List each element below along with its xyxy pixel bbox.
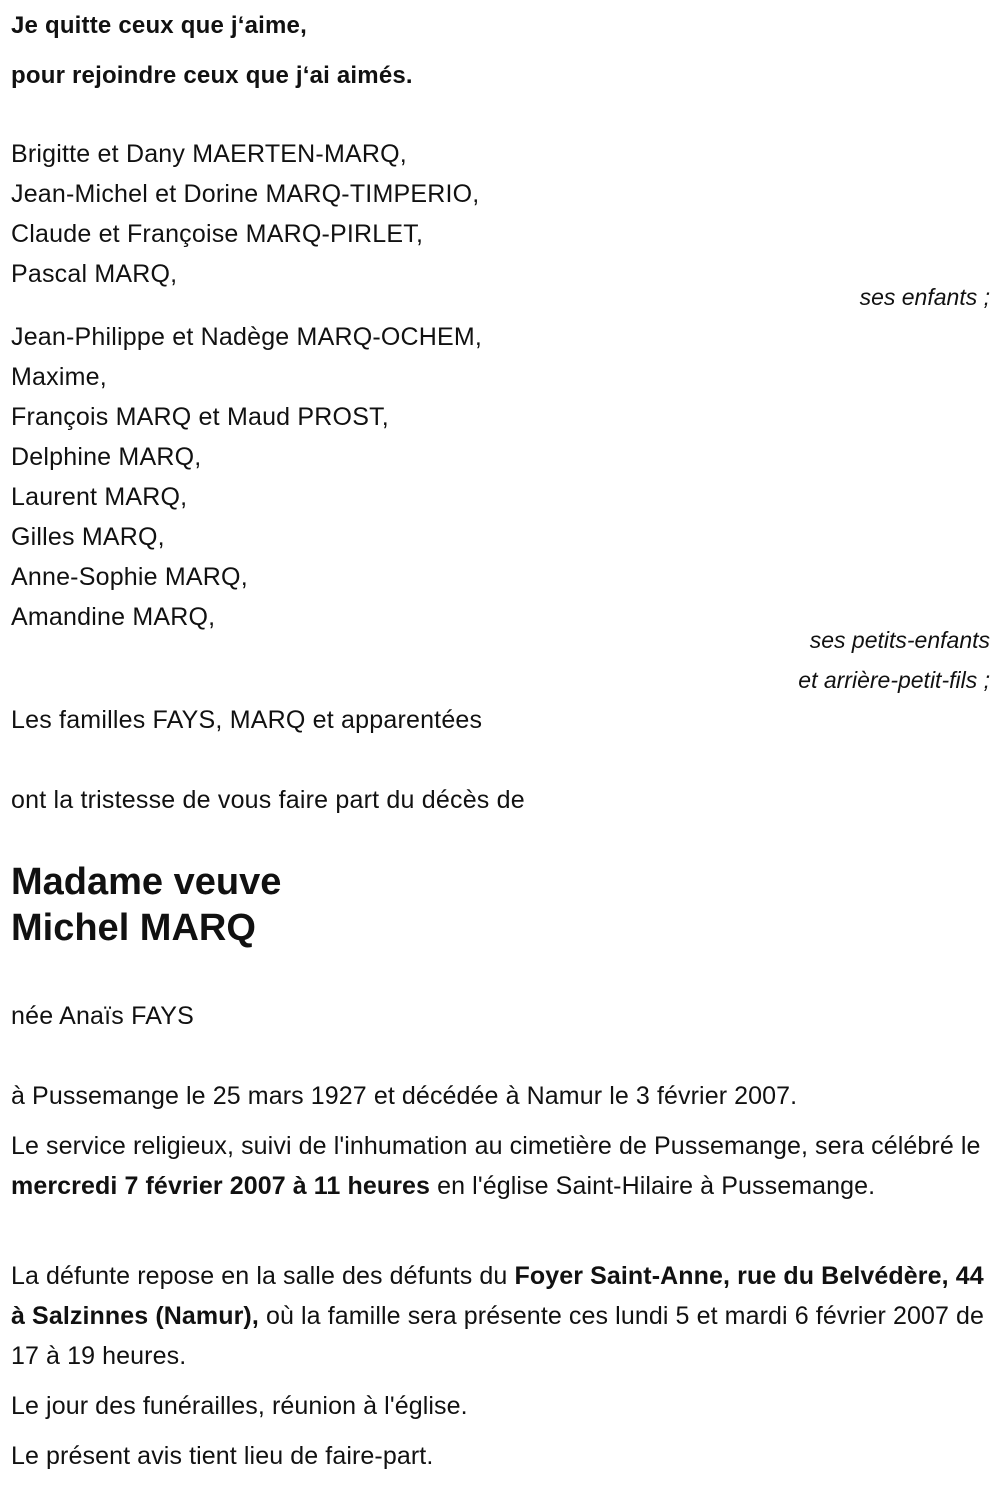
grandchild-name: Amandine MARQ,: [11, 603, 216, 631]
repose-text-pre: La défunte repose en la salle des défunts du: [11, 1262, 515, 1290]
service-datetime: mercredi 7 février 2007 à 11 heures: [11, 1172, 431, 1200]
child-name: Jean-Michel et Dorine MARQ-TIMPERIO,: [11, 180, 480, 208]
repose-location: Foyer Saint-Anne, rue du Belvédère, 44 à Salzinnes (Namur),: [11, 1262, 984, 1330]
child-name: Claude et Françoise MARQ-PIRLET,: [11, 220, 424, 248]
child-name: Brigitte et Dany MAERTEN-MARQ,: [11, 140, 407, 168]
grandchild-name: Gilles MARQ,: [11, 523, 165, 551]
grandchild-name: François MARQ et Maud PROST,: [11, 403, 389, 431]
meeting-paragraph: Le jour des funérailles, réunion à l'église.: [11, 1392, 468, 1420]
service-text-post: en l'église Saint-Hilaire à Pussemange.: [430, 1172, 876, 1200]
families-line: Les familles FAYS, MARQ et apparentées: [11, 706, 483, 734]
deceased-title-line-1: Madame veuve: [11, 861, 282, 903]
grandchild-name: Anne-Sophie MARQ,: [11, 563, 248, 591]
epigraph-line-1: Je quitte ceux que j‘aime,: [11, 12, 307, 39]
grandchild-name: Delphine MARQ,: [11, 443, 202, 471]
service-text-pre: Le service religieux, suivi de l'inhumation au cimetière de Pussemange, sera célébré le: [11, 1132, 981, 1160]
deceased-title-line-2: Michel MARQ: [11, 907, 256, 949]
repose-text-post: où la famille sera présente ces lundi 5 et mardi 6 février 2007 de 17 à 19 heures.: [11, 1302, 985, 1370]
grandchild-name: Jean-Philippe et Nadège MARQ-OCHEM,: [11, 323, 483, 351]
epigraph-line-2: pour rejoindre ceux que j‘ai aimés.: [11, 62, 413, 89]
grandchildren-label-1: ses petits-enfants: [809, 627, 990, 653]
repose-paragraph: [11, 1256, 991, 1376]
announcement-line: ont la tristesse de vous faire part du décès de: [11, 786, 525, 814]
notice-paragraph: Le présent avis tient lieu de faire-part.: [11, 1442, 434, 1470]
grandchild-name: Maxime,: [11, 363, 107, 391]
child-name: Pascal MARQ,: [11, 260, 178, 288]
grandchildren-label-2: et arrière-petit-fils ;: [798, 667, 990, 693]
birth-death-paragraph: à Pussemange le 25 mars 1927 et décédée à Namur le 3 février 2007.: [11, 1082, 798, 1110]
service-paragraph: [11, 1126, 991, 1206]
grandchild-name: Laurent MARQ,: [11, 483, 188, 511]
children-label: ses enfants ;: [859, 284, 990, 310]
born-name: née Anaïs FAYS: [11, 1002, 195, 1030]
